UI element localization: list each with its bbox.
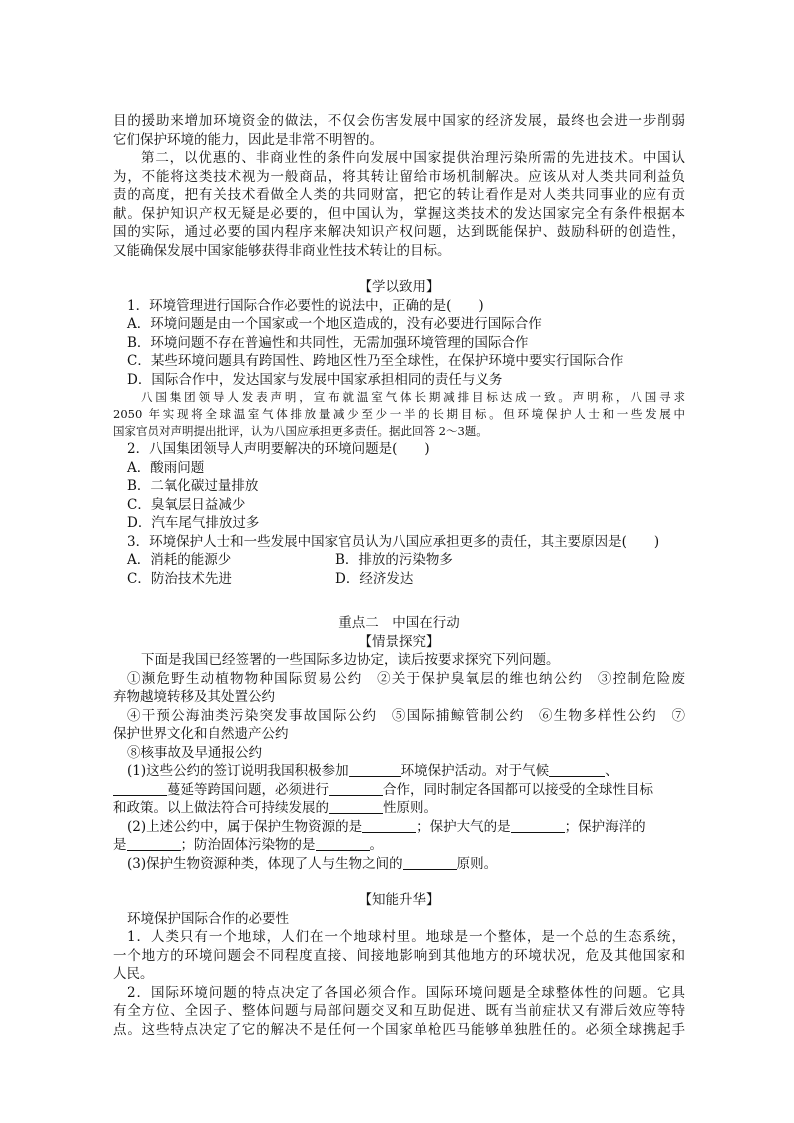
text-line: 点。这些特点决定了它的解决不是任何一个国家单枪匹马能够单独胜任的。必须全球携起手 [113,1021,685,1038]
text-line: 它们保护环境的能力，因此是非常不明智的。 [113,131,383,148]
question-text: (2)上述公约中，属于保护生物资源的是 [127,818,363,835]
text-line: 目的援助来增加环境资金的做法，不仅会伤害发展中国家的经济发展，最终也会进一步削弱 [113,113,685,129]
section-heading: 【情景探究】 [358,633,440,650]
question-text: ；保护大气的是 [416,818,511,835]
section-title: 重点二 中国在行动 [338,615,460,631]
question-text: 性原则。 [383,800,437,816]
list-line: ⑧核事故及早通报公约 [127,744,262,761]
question-text: (3)保护生物资源种类，体现了人与生物之间的 [127,855,403,872]
answer-blank[interactable] [329,782,383,796]
answer-blank[interactable] [316,837,370,851]
question-text: 、 [605,763,619,779]
text-line: 人民。 [113,966,154,982]
option-b: B．二氧化碳过量排放 [127,478,259,494]
paragraph-tech-transfer [113,149,685,260]
fill-question-1 [113,762,685,781]
list-line: ④干预公海油类污染突发事故国际公约 ⑤国际捕鲸管制公约 ⑥生物多样性公约 ⑦ [127,707,685,724]
question-text: 。 [369,837,383,853]
section-apply [113,278,685,588]
options-row [113,551,685,570]
option-b: B．环境问题不存在普遍性和共同性，无需加强环境管理的国际合作 [127,334,529,351]
text-line: 第二，以优惠的、非商业性的条件向发展中国家提供治理污染所需的先进技术。中国认 [141,150,685,166]
text-line: 国的实际，通过必要的国内程序来解决知识产权问题，达到既能保护、鼓励科研的创造性， [113,224,685,240]
section-knowledge [113,891,685,1039]
answer-blank[interactable] [362,819,416,833]
fill-question-1-cont [113,799,685,818]
paragraph-aid-funding [113,112,685,149]
option-b: B．排放的污染物多 [335,552,453,568]
answer-blank[interactable] [549,763,605,777]
option-d: D．国际合作中，发达国家与发展中国家承担相同的责任与义务 [127,371,503,388]
material-passage [113,389,685,440]
question-3: 3．环境保护人士和一些发展中国家官员认为八国应承担更多的责任，其主要原因是( ) [127,533,660,550]
question-text: 和政策。以上做法符合可持续发展的 [113,800,329,816]
section-heading: 【知能升华】 [358,892,440,908]
text-line: 责的高度，把有关技术看做全人类的共同财富，把它的转让看作是对人类共同事业的应有贡 [113,187,685,203]
option-a: A．消耗的能源少 [127,552,232,568]
section-china [113,614,685,873]
text-line: 又能确保发展中国家能够获得非商业性技术转让的目标。 [113,242,451,259]
text-line: 2．国际环境问题的特点决定了各国必须合作。国际环境问题是全球整体性的问题。它具 [127,984,685,1001]
option-a: A．环境问题是由一个国家或一个地区造成的，没有必要进行国际合作 [127,316,542,332]
text-line: 2050 年实现将全球温室气体排放量减少至少一半的长期目标。但环境保护人士和一些发展中 [113,407,685,421]
answer-blank[interactable] [113,782,167,796]
question-text: 合作，同时制定各国都可以接受的全球性目标 [383,781,653,798]
question-text: 是 [113,837,127,853]
text-line: 为，不能将这类技术视为一般商品，将其转让留给市场机制解决。应该从对人类共同利益负 [113,168,685,185]
question-text: 环境保护活动。对于气候 [400,763,550,779]
answer-blank[interactable] [403,856,457,870]
text-line: 献。保护知识产权无疑是必要的，但中国认为，掌握这类技术的发达国家完全有条件根据本 [113,205,685,222]
question-text: (1)这些公约的签订说明我国积极参加 [127,763,349,779]
option-c: C．臭氧层日益减少 [127,496,246,513]
section-heading: 【学以致用】 [358,279,440,295]
fill-question-2 [113,818,685,837]
question-1: 1．环境管理进行国际合作必要性的说法中，正确的是( ) [127,297,484,314]
option-d: D．经济发达 [335,570,414,587]
fill-question-3 [113,855,685,874]
document-page [113,112,685,1039]
option-d: D．汽车尾气排放过多 [127,515,260,531]
answer-blank[interactable] [127,837,181,851]
option-c: C．某些环境问题具有跨国性、跨地区性乃至全球性，在保护环境中要实行国际合作 [127,353,624,369]
question-2: 2．八国集团领导人声明要解决的环境问题是( ) [127,441,430,457]
intro-text: 下面是我国已经签署的一些国际多边协定，读后按要求探究下列问题。 [141,652,560,668]
option-c: C．防治技术先进 [127,570,232,587]
question-text: ；防治固体污染物的是 [180,837,316,853]
subsection-title: 环境保护国际合作的必要性 [127,910,289,927]
answer-blank[interactable] [329,800,383,814]
answer-blank[interactable] [511,819,565,833]
text-line: 1．人类只有一个地球，人们在一个地球村里。地球是一个整体，是一个总的生态系统， [127,929,685,945]
options-row [113,570,685,589]
text-line: 国家官员对声明提出批评，认为八国应承担更多责任。据此回答 2～3题。 [113,424,488,438]
text-line: 有全方位、全因子、整体问题与局部问题交叉和互助促进、既有当前症状又有滞后效应等特 [113,1003,685,1019]
text-line: 一个地方的环境问题会不同程度直接、间接地影响到其他地方的环境状况，危及其他国家和 [113,947,685,964]
answer-blank[interactable] [349,763,401,777]
question-text: 原则。 [456,855,498,872]
fill-question-2-cont [113,836,685,855]
text-line: 八国集团领导人发表声明，宣布就温室气体长期减排目标达成一致。声明称，八国寻求 [141,390,685,404]
list-line: ①濒危野生动植物物种国际贸易公约 ②关于保护臭氧层的维也纳公约 ③控制危险废 [127,670,685,687]
question-text: ；保护海洋的 [564,818,646,835]
list-line: 保护世界文化和自然遗产公约 [113,726,289,742]
question-text: 蔓延等跨国问题，必须进行 [167,781,329,798]
option-a: A．酸雨问题 [127,459,205,476]
fill-question-1-cont [113,781,685,800]
list-line: 弃物越境转移及其处置公约 [113,689,275,705]
